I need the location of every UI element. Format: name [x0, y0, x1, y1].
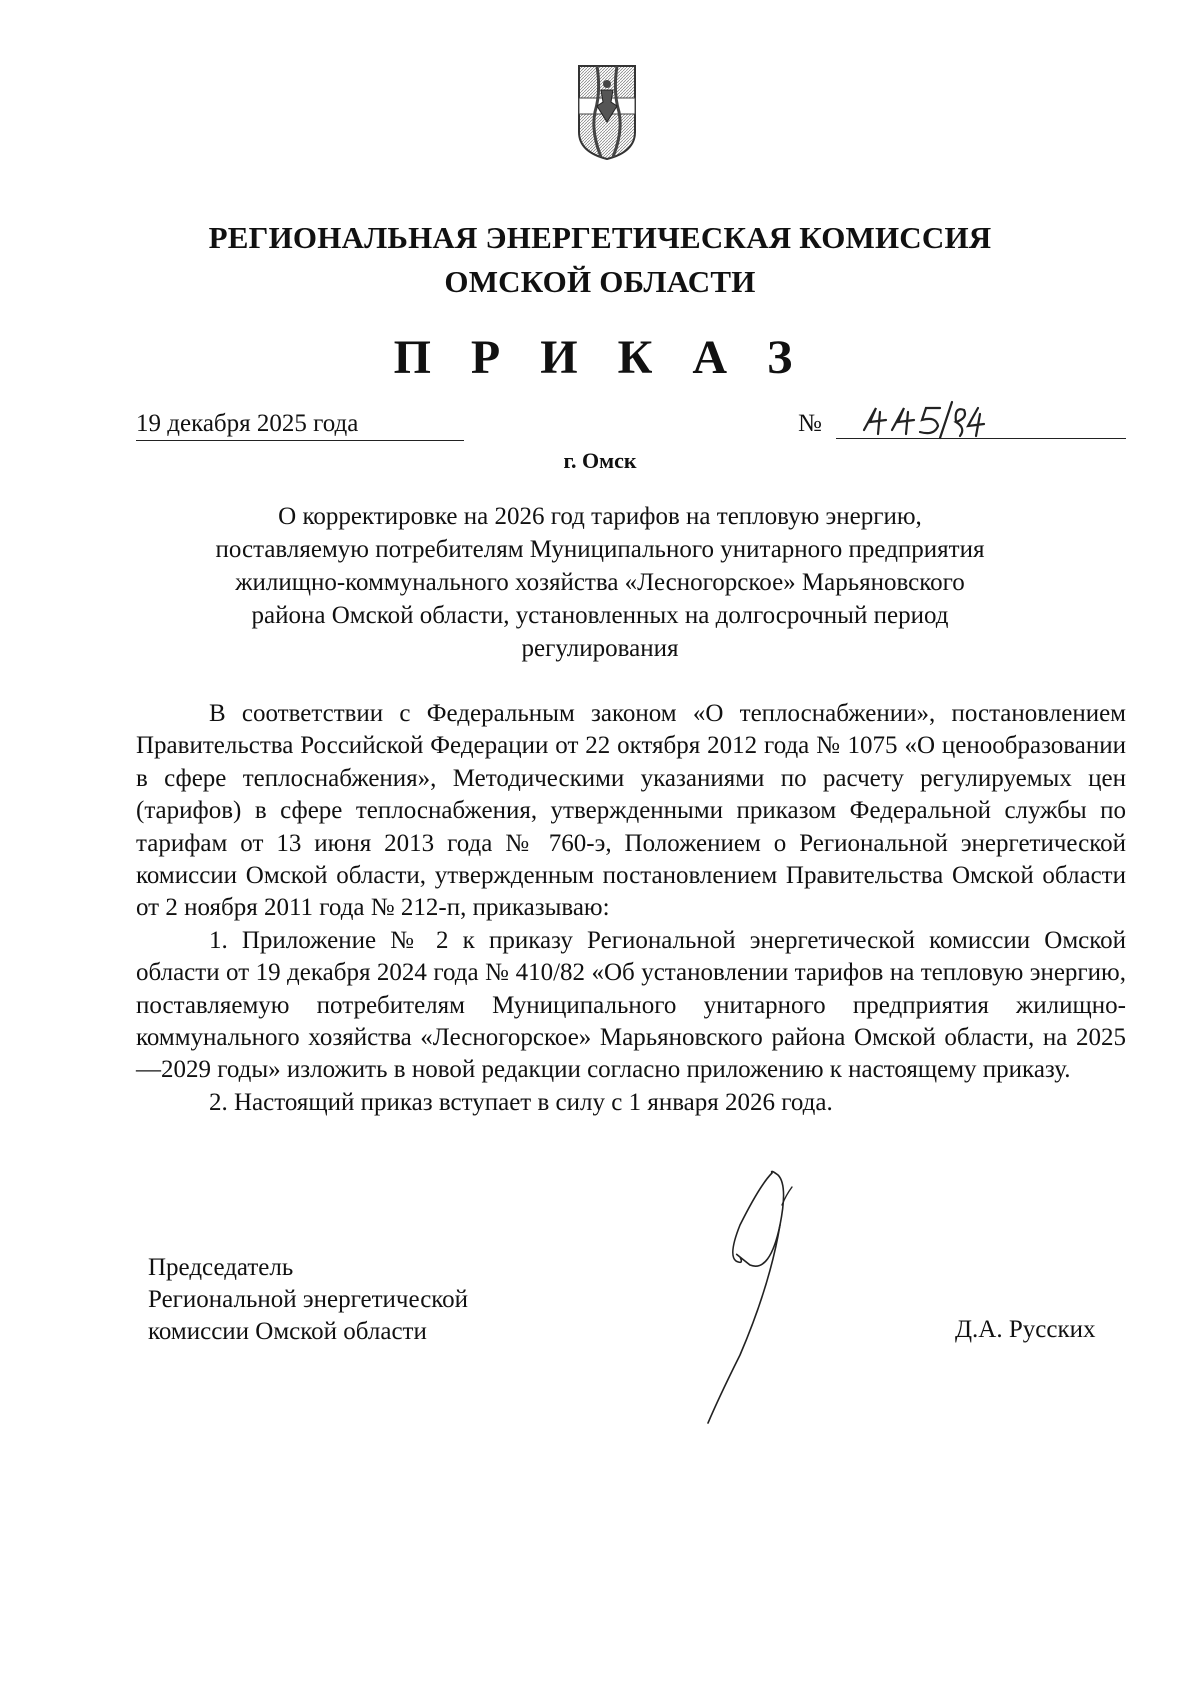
- document-date: 19 декабря 2025 года: [136, 410, 464, 441]
- subject-line: жилищно-коммунального хозяйства «Лесногорское» Марьяновского: [235, 569, 965, 596]
- document-title: П Р И К А З: [393, 331, 807, 384]
- subject-line: О корректировке на 2026 год тарифов на тепловую энергию,: [278, 503, 922, 530]
- document-number-label: №: [798, 410, 822, 437]
- organization-name-line1: РЕГИОНАЛЬНАЯ ЭНЕРГЕТИЧЕСКАЯ КОМИССИЯ: [208, 220, 992, 255]
- document-body: [136, 698, 1126, 1119]
- organization-name-line2: ОМСКОЙ ОБЛАСТИ: [444, 264, 756, 299]
- preamble-paragraph: В соответствии с Федеральным законом «О теплоснабжении», постановлением Правительства Российской Федерации от 22 октября 2012 года № 1075 «О ценообразовании в сфере теплоснабжения», Методическими указаниями по расчету регулируемых цен (тарифов) в сфере теплоснабжения, утвержденными приказом Федеральной службы по тарифам от 13 июня 2013 года № 760-э, Положением о Региональной энергетической комиссии Омской области, утвержденным постановлением Правительства Омской области от 2 ноября 2011 года № 212-п, приказываю:: [136, 700, 1126, 922]
- subject-line: регулирования: [521, 635, 679, 662]
- order-item-1: 1. Приложение № 2 к приказу Региональной энергетической комиссии Омской области от 19 декабря 2024 года № 410/82 «Об установлении тарифов на тепловую энергию, поставляемую потребителям Муниципального унитарного предприятия жилищно-коммунального хозяйства «Лесногорское» Марьяновского района Омской области, на 2025—2029 годы» изложить в новой редакции согласно приложению к настоящему приказу.: [136, 926, 1126, 1084]
- subject-line: района Омской области, установленных на долгосрочный период: [251, 602, 949, 629]
- signatory-title: [148, 1252, 468, 1348]
- handwritten-signature: [700, 1165, 830, 1425]
- subject-line: поставляемую потребителям Муниципального унитарного предприятия: [215, 536, 985, 563]
- signatory-title-line: Региональной энергетической: [148, 1286, 469, 1313]
- coat-of-arms-icon: [575, 62, 639, 162]
- document-city: г. Омск: [563, 448, 637, 473]
- order-item-2: 2. Настоящий приказ вступает в силу с 1 января 2026 года.: [209, 1088, 833, 1116]
- handwritten-document-number: [856, 400, 986, 440]
- document-subject: [160, 500, 1040, 665]
- signatory-name: Д.А. Русских: [955, 1316, 1096, 1343]
- signatory-title-line: комиссии Омской области: [148, 1318, 427, 1345]
- signatory-title-line: Председатель: [148, 1254, 294, 1281]
